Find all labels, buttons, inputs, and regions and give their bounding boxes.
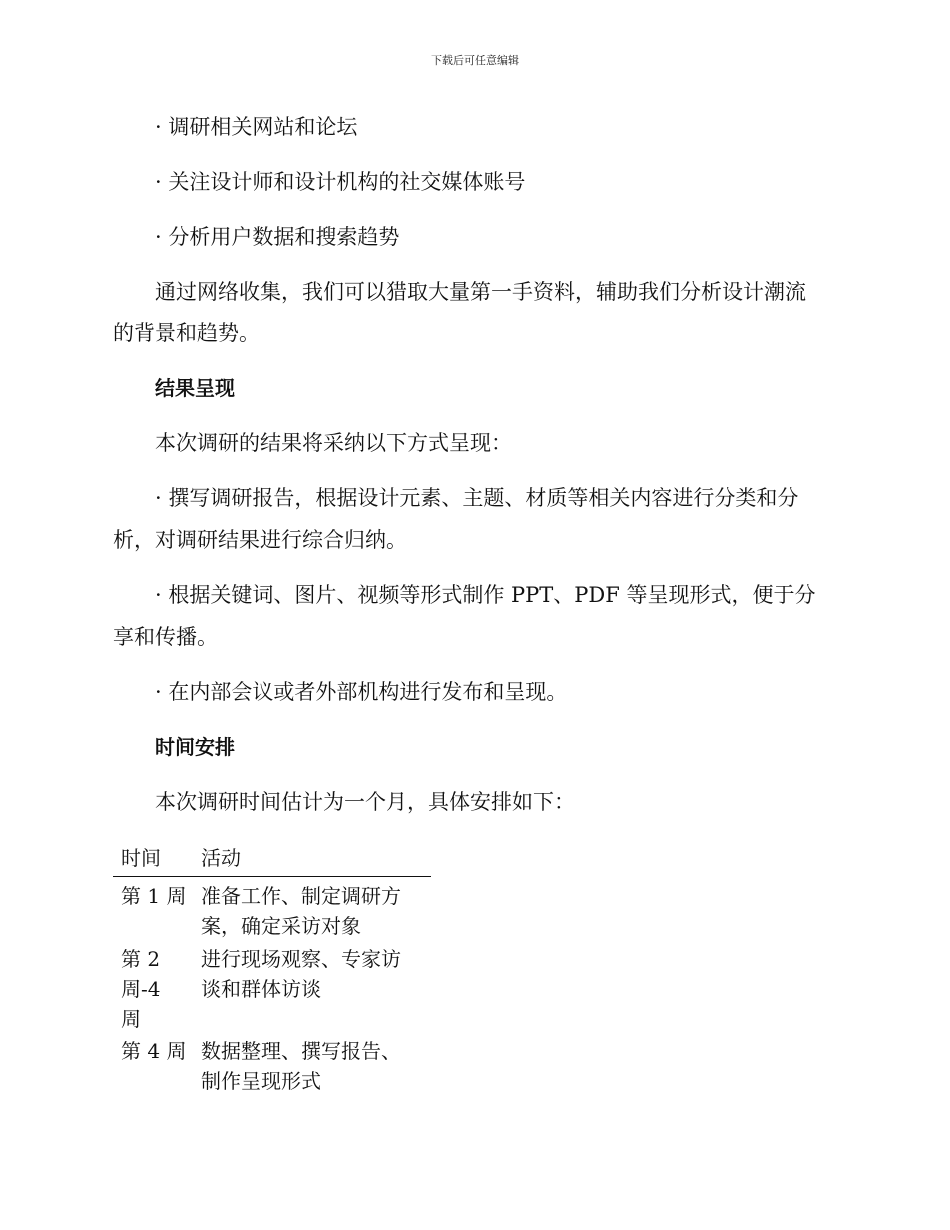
bullet-analyze-user-data: · 分析用户数据和搜索趋势	[155, 225, 400, 249]
table-cell-time: 第 4 周	[121, 1039, 187, 1063]
paragraph-results-intro: 本次调研的结果将采纳以下方式呈现：	[155, 431, 512, 455]
table-row	[113, 881, 431, 941]
table-header-time: 时间	[121, 846, 161, 870]
table-header-row	[113, 848, 431, 877]
bullet-publish-present: · 在内部会议或者外部机构进行发布和呈现。	[155, 680, 568, 704]
heading-schedule: 时间安排	[155, 735, 235, 759]
bullet-write-report-line-1: · 撰写调研报告，根据设计元素、主题、材质等相关内容进行分类和分	[155, 486, 799, 510]
bullet-make-ppt-line-2: 享和传播。	[113, 625, 218, 649]
heading-results: 结果呈现	[155, 376, 235, 400]
bullet-research-websites: · 调研相关网站和论坛	[155, 115, 358, 139]
table-row	[113, 944, 431, 1034]
table-cell-activity: 数据整理、撰写报告、 制作呈现形式	[201, 1039, 401, 1093]
schedule-table	[113, 848, 431, 1096]
bullet-follow-social-media: · 关注设计师和设计机构的社交媒体账号	[155, 170, 526, 194]
bullet-write-report-line-2: 析，对调研结果进行综合归纳。	[113, 528, 407, 552]
table-cell-time: 第 1 周	[121, 884, 187, 908]
paragraph-network-line-1: 通过网络收集，我们可以猎取大量第一手资料，辅助我们分析设计潮流	[155, 280, 806, 304]
paragraph-schedule-intro: 本次调研时间估计为一个月，具体安排如下：	[155, 790, 575, 814]
page-header: 下载后可任意编辑	[431, 54, 519, 67]
table-header-activity: 活动	[201, 846, 241, 870]
table-cell-activity: 进行现场观察、专家访 谈和群体访谈	[201, 947, 401, 1001]
table-cell-activity: 准备工作、制定调研方 案，确定采访对象	[201, 884, 401, 938]
bullet-make-ppt-line-1: · 根据关键词、图片、视频等形式制作 PPT、PDF 等呈现形式，便于分	[155, 583, 816, 607]
table-row	[113, 1036, 431, 1096]
paragraph-network-line-2: 的背景和趋势。	[113, 321, 260, 345]
table-cell-time: 第 2 周-4 周	[121, 947, 161, 1031]
